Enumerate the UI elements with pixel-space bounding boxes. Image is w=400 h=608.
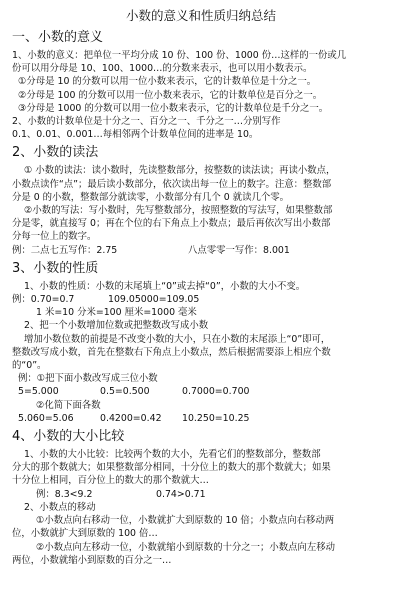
s2-example-row bbox=[12, 244, 390, 257]
s4-line-6: 位，小数就扩大到原数的 100 倍… bbox=[12, 528, 158, 540]
s3-simplify-3: 10.250=10.25 bbox=[182, 412, 250, 424]
s1-line-3: ①分母是 10 的分数可以用一位小数来表示，它的计数单位是十分之一。 bbox=[18, 76, 317, 88]
s4-example-b: 0.74>0.71 bbox=[156, 488, 206, 500]
s3-example-3: 例：①把下面小数改写成三位小数 bbox=[18, 373, 158, 385]
s4-line-8: 两位，小数就缩小到原数的百分之一… bbox=[12, 554, 172, 566]
s3-line-2: 2、把一个小数增加位数或把整数改写成小数 bbox=[24, 320, 209, 332]
s3-example-1-row bbox=[12, 293, 390, 306]
s1-line-6: 2、小数的计数单位是十分之一、百分之一、千分之一…分别写作 bbox=[12, 116, 281, 128]
page-title: 小数的意义和性质归纳总结 bbox=[125, 8, 276, 23]
s2-line-6: 分每一位上的数字。 bbox=[12, 231, 97, 243]
s1-line-2: 份可以用分母是 10、100、1000…的分数来表示，也可以用小数表示。 bbox=[12, 63, 313, 75]
s3-line-4: 整数改写成小数，首先在整数右下角点上小数点，然后根据需要添上相应个数 bbox=[12, 346, 331, 358]
s1-line-4: ②分母是 100 的分数可以用一位小数来表示，它的计数单位是百分之一。 bbox=[18, 89, 323, 101]
s2-line-4: ②小数的写法：写小数时，先写整数部分，按照整数的写法写，如果整数部 bbox=[24, 205, 333, 217]
s4-example-a: 例：8.3<9.2 bbox=[36, 488, 93, 500]
s3-line-3: 增加小数位数的前提是不改变小数的大小，只在小数的末尾添上“0”即可， bbox=[24, 333, 331, 345]
s1-line-1: 1、小数的意义：把单位一平均分成 10 份、100 份、1000 份…这样的一份或几 bbox=[12, 50, 347, 61]
s2-line-5: 分是零，就直接写 0；再在个位的右下角点上小数点；最后再依次写出小数部 bbox=[12, 218, 331, 230]
s3-example-2: 1 米=10 分米=100 厘米=1000 毫米 bbox=[36, 307, 197, 319]
section-1-heading: 一、小数的意义 bbox=[12, 30, 104, 45]
s3-simplify-2: 0.4200=0.42 bbox=[100, 412, 162, 424]
section-2-heading: 2、小数的读法 bbox=[12, 145, 99, 161]
section-4-heading: 4、小数的大小比较 bbox=[12, 429, 125, 445]
s3-line-1: 1、小数的性质：小数的末尾填上“0”或去掉“0”，小数的大小不变。 bbox=[24, 280, 306, 292]
s3-simplify-1: 5.060=5.06 bbox=[18, 412, 74, 424]
s4-line-4: 2、小数点的移动 bbox=[24, 501, 96, 513]
s1-line-5: ③分母是 1000 的分数可以用一位小数来表示，它的计数单位是千分之一。 bbox=[18, 102, 329, 114]
s3-line-5: 的“0”。 bbox=[12, 360, 47, 372]
s2-example-a: 例：二点七五写作：2.75 bbox=[12, 244, 118, 256]
s3-example-1a: 例：0.70=0.7 bbox=[12, 294, 75, 306]
s3-simplify-row bbox=[12, 412, 390, 425]
s4-line-5: ①小数点向右移动一位，小数就扩大到原数的 10 倍；小数点向右移动两 bbox=[36, 515, 335, 527]
s3-sub-2: ②化简下面各数 bbox=[36, 399, 101, 411]
s4-line-1: 1、小数的大小比较：比较两个数的大小，先看它们的整数部分，整数部 bbox=[24, 449, 321, 461]
s2-line-2: 小数点读作“点”；最后读小数部分，依次读出每一位上的数字。注意：整数部 bbox=[12, 178, 332, 190]
s4-example-row bbox=[12, 488, 390, 501]
s4-line-2: 分大的那个数就大；如果整数部分相同，十分位上的数大的那个数就大；如果 bbox=[12, 462, 331, 474]
s4-line-7: ②小数点向左移动一位，小数就缩小到原数的十分之一；小数点向左移动 bbox=[36, 541, 336, 553]
s3-values-row bbox=[12, 385, 390, 398]
s1-line-7: 0.1、0.01、0.001…每相邻两个计数单位间的进率是 10。 bbox=[12, 129, 259, 141]
s3-value-3: 0.7000=0.700 bbox=[182, 386, 250, 398]
s2-example-b: 八点零零一写作：8.001 bbox=[188, 244, 290, 256]
s2-line-1: ① 小数的读法：读小数时，先读整数部分，按整数的读法读；再读小数点， bbox=[24, 165, 336, 177]
s3-value-2: 0.5=0.500 bbox=[100, 386, 150, 398]
s2-line-3: 分是 0 的小数，整数部分就读零，小数部分有几个 0 就读几个零。 bbox=[12, 191, 289, 203]
document-page bbox=[12, 4, 390, 567]
s3-value-1: 5=5.000 bbox=[18, 386, 59, 398]
section-3-heading: 3、小数的性质 bbox=[12, 260, 99, 276]
s3-example-1b: 109.05000=109.05 bbox=[108, 294, 200, 306]
s4-line-3: 十分位上相同，百分位上的数大的那个数就大… bbox=[12, 475, 209, 487]
